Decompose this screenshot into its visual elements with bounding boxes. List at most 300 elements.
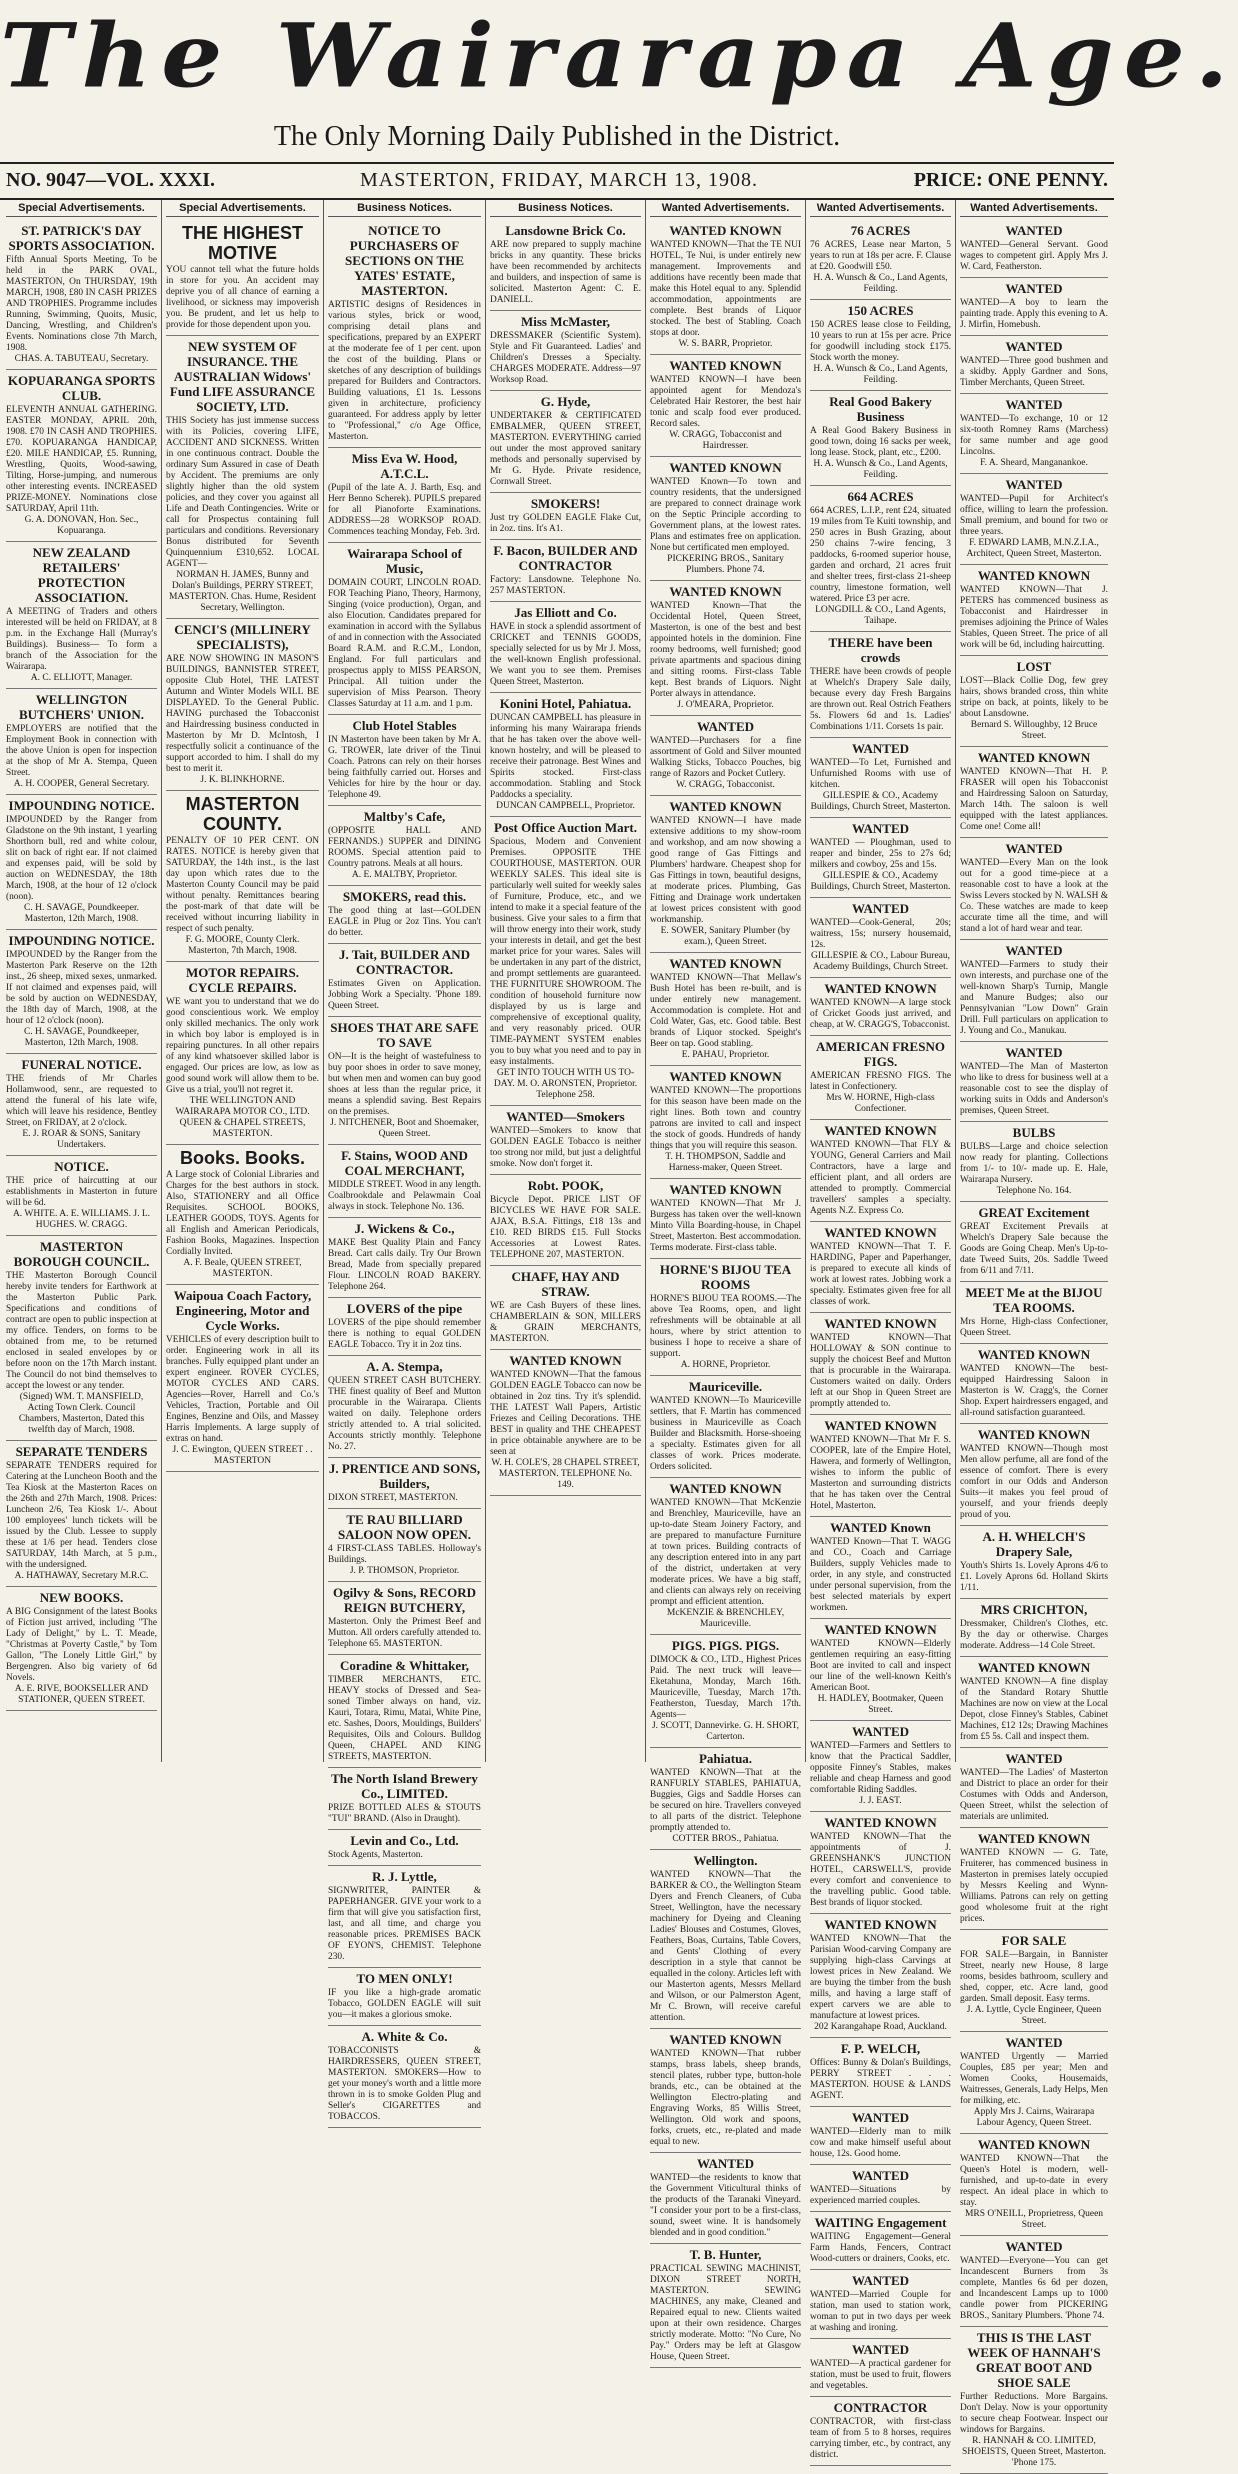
- advertisement: [650, 953, 801, 1066]
- ad-title: WANTED KNOWN: [824, 1316, 937, 1331]
- ad-signature: PICKERING BROS., Sanitary Plumbers. Phone 74.: [667, 554, 784, 575]
- advertisement: [490, 391, 641, 493]
- ad-title: MASTERTON BOROUGH COUNCIL.: [13, 1239, 150, 1269]
- ad-body: LOST—Black Collie Dog, few grey hairs, shows branded cross, thin white stripe on back, at points, likely to be about Lansdowne.: [960, 676, 1108, 719]
- advertisement: [166, 1145, 319, 1285]
- advertisement: [650, 220, 801, 355]
- ad-title: LOVERS of the pipe: [346, 1301, 463, 1316]
- advertisement: [490, 220, 641, 311]
- ad-body: PRIZE BOTTLED ALES & STOUTS "TUI" BRAND. (Also in Draught).: [328, 1803, 481, 1824]
- advertisement: [328, 1298, 481, 1356]
- ad-title: WANTED KNOWN: [669, 358, 782, 373]
- ad-title: WANTED KNOWN: [977, 2137, 1091, 2152]
- ad-title: WANTED KNOWN: [669, 1481, 782, 1496]
- advertisement: [650, 2153, 801, 2244]
- ad-signature: Mrs W. HORNE, High-class Confectioner.: [826, 1093, 935, 1114]
- ad-body: SIGNWRITER, PAINTER & PAPERHANGER. GIVE your work to a firm that will give you satisfaction first, last, and all time, and charge you reasonable prices. PREMISES BACK OF EYON'S, CHEMIST. Telephone 230.: [328, 1886, 481, 1962]
- ad-body: The good thing at last—GOLDEN EAGLE in Plug or 2oz Tins. You can't do better.: [328, 906, 481, 938]
- ad-body: QUEEN STREET CASH BUTCHERY. THE finest quality of Beef and Mutton procurable in the Wairarapa. Clients waited on daily. Telephone orders strictly attended to. A trial solicited. Accounts strictly monthly. Telephone No. 27.: [328, 1376, 481, 1452]
- ad-title: GREAT Excitement: [978, 1205, 1090, 1220]
- advertisement: [328, 2026, 481, 2128]
- advertisement: [810, 1120, 951, 1222]
- ad-body: WANTED KNOWN—That J. PETERS has commenced business as Tobacconist and Hairdresser in premises adjoining the Prince of Wales Stables, Queen Street. The price of all work will be 6d, including haircutting.: [960, 585, 1108, 650]
- ad-title: TO MEN ONLY!: [356, 1971, 453, 1986]
- ad-body: WANTED KNOWN—Elderly gentlemen requiring an easy-fitting Boot are invited to call and inspect our line of the well-known Keith's American Boot.: [810, 1639, 951, 1693]
- ad-signature: A. E. MALTBY, Proprietor.: [351, 870, 458, 880]
- ad-columns: [2, 200, 1112, 2468]
- ad-title: THE HIGHEST MOTIVE: [181, 223, 303, 263]
- ad-title: G. Hyde,: [540, 394, 591, 409]
- ad-title: FOR SALE: [1001, 1933, 1067, 1948]
- ad-title: WANTED KNOWN: [509, 1353, 622, 1368]
- ad-title: WANTED KNOWN: [669, 460, 782, 475]
- ad-title: 150 ACRES: [847, 303, 914, 318]
- ad-signature: W. CRAGG, Tobacconist and Hairdresser.: [669, 430, 782, 451]
- ad-body: DUNCAN CAMPBELL has pleasure in informing his many Wairarapa friends that he has taken over the above well-known hostelry, and will be pleased to receive their patronage. Best Wines and Spirits stocked. First-class accommodation. Stabling and Stock Paddocks a speciality.: [490, 713, 641, 800]
- ad-title: THERE have been crowds: [828, 635, 933, 665]
- ad-title: WANTED: [851, 2110, 910, 2125]
- ad-title: MRS CRICHTON,: [980, 1602, 1088, 1617]
- advertisement: [328, 1866, 481, 1968]
- ad-body: WANTED—the residents to know that the Government Viticultural thinks of the products of the Taranaki Vineyard. "I consider your port to be a first-class, sound, sweet wine. It is handsomely blended and in good condition.": [650, 2173, 801, 2238]
- ad-title: LOST: [1016, 659, 1052, 674]
- advertisement: [6, 542, 157, 689]
- ad-body: GREAT Excitement Prevails at Whelch's Drapery Sale because the Goods are Going Cheap. Men's Up-to-date Tweed Suits, 20s. Saddle Tweed from 6/11 and 7/11.: [960, 1222, 1108, 1276]
- advertisement: [960, 474, 1108, 565]
- ad-body: ON—It is the height of wastefulness to buy poor shoes in order to save money, but when men and women can buy good shoes at less than the regular price, it means a splendid saving. Best Repairs on the premises.: [328, 1052, 481, 1117]
- ad-body: MAKE Best Quality Plain and Fancy Bread. Cart calls daily. Try Our Brown Bread, Made from specially prepared Flour. LINCOLN ROAD BAKERY. Telephone 264.: [328, 1238, 481, 1292]
- ad-title: Maltby's Cafe,: [363, 809, 446, 824]
- ad-title: WANTED: [1005, 477, 1063, 492]
- ad-title: WANTED: [851, 741, 910, 756]
- ad-body: Bicycle Depot. PRICE LIST OF BICYCLES WE HAVE FOR SALE. AJAX, B.S.A. Fittings, £18 13s and £10. RED BIRDS £15. Full Stocks Accessories at Lowest Rates. TELEPHONE 207, MASTERTON.: [490, 1195, 641, 1260]
- ad-body: 664 ACRES, L.I.P., rent £24, situated 19 miles from Te Kuiti township, and 250 acres in Bush Grazing, about 250 chains 7-wire fencing, 3 paddocks, 6-roomed superior house, garden and orchard, 21 acres fruit and shelter trees, first-class 21-sheep country, limestone formation, well watered. Price £3 per acre.: [810, 506, 951, 604]
- ad-title: Pahiatua.: [698, 1751, 753, 1766]
- ad-body: BULBS—Large and choice selection now ready for planting. Collections from 1/- to 10/- made up. E. Hale, Wairarapa Nursery.: [960, 1142, 1108, 1185]
- advertisement: [166, 1285, 319, 1472]
- ad-body: Just try GOLDEN EAGLE Flake Cut, in 2oz. tins. It's A1.: [490, 513, 641, 534]
- ad-signature: H. HADLEY, Bootmaker, Queen Street.: [817, 1694, 944, 1715]
- advertisement: [960, 1828, 1108, 1930]
- ad-signature: NORMAN H. JAMES, Bunny and Dolan's Buildings, PERRY STREET, MASTERTON. Chas. Hume, Resident Secretary, Wellington.: [168, 570, 317, 613]
- ad-body: EMPLOYERS are notified that the Employment Book in connection with the above Union is open for inspection at the shop of Mr A. Stempa, Queen Street.: [6, 724, 157, 778]
- ad-title: SEPARATE TENDERS: [15, 1444, 148, 1459]
- ad-body: Further Reductions. More Bargains. Don't Delay. Now is your opportunity to secure cheap Footwear. Inspect our windows for Bargains.: [960, 2392, 1108, 2435]
- ad-body: Offices: Bunny & Dolan's Buildings, PERRY STREET . . . MASTERTON. HOUSE & LANDS AGENT.: [810, 2058, 951, 2101]
- advertisement: [6, 1236, 157, 1441]
- ad-title: SHOES THAT ARE SAFE TO SAVE: [330, 1020, 479, 1050]
- ad-title: A. A. Stempa,: [366, 1359, 443, 1374]
- ad-signature: A. HATHAWAY, Secretary M.R.C.: [14, 1571, 149, 1581]
- advertisement: [650, 1748, 801, 1850]
- advertisement: [166, 336, 319, 619]
- ad-title: CONTRACTOR: [833, 2400, 928, 2415]
- ad-title: WANTED: [1005, 2035, 1063, 2050]
- ad-body: (Pupil of the late A. J. Barth, Esq. and Herr Benno Scherek). PUPILS prepared for all Pianoforte Examinations. ADDRESS—28 WORKSOP ROAD. Commences teaching Monday, Feb. 3rd.: [328, 483, 481, 537]
- ad-title: HORNE'S BIJOU TEA ROOMS: [659, 1262, 792, 1292]
- ad-signature: GILLESPIE & CO., Academy Buildings, Church Street, Masterton.: [810, 871, 951, 892]
- ad-body: Factory: Lansdowne. Telephone No. 257 MASTERTON.: [490, 575, 641, 596]
- advertisement: [810, 2339, 951, 2397]
- ad-body: 150 ACRES lease close to Feilding, 10 years to run at 15s per acre. Price for goodwill including stock £175. Stock worth the money.: [810, 320, 951, 363]
- ad-body: WANTED KNOWN—That HOLLOWAY & SON continue to supply the choicest Beef and Mutton that is procurable in the Wairarapa. Customers waited on daily. Orders left at our Shop in Queen Street are promptly attended to.: [810, 1333, 951, 1409]
- ad-title: WANTED: [1005, 223, 1063, 238]
- column-1: [2, 200, 162, 1762]
- ad-title: WANTED: [1005, 339, 1063, 354]
- ad-signature: W. S. BARR, Proprietor.: [678, 339, 773, 349]
- advertisement: [960, 1042, 1108, 1122]
- ad-signature: R. HANNAH & CO. LIMITED, SHOEISTS, Queen Street, Masterton. 'Phone 175.: [961, 2436, 1107, 2468]
- advertisement: [960, 1748, 1108, 1828]
- ad-title: Real Good Bakery Business: [829, 394, 932, 424]
- advertisement: [810, 1036, 951, 1120]
- ad-title: WANTED KNOWN: [669, 1069, 782, 1084]
- ad-signature: E. PAHAU, Proprietor.: [681, 1050, 770, 1060]
- advertisement: [960, 2134, 1108, 2236]
- ad-body: WANTED—Purchasers for a fine assortment of Gold and Silver mounted Walking Sticks, Tobacco Pouches, big range of Razors and Pocket Cutlery.: [650, 736, 801, 779]
- ad-title: Mauriceville.: [688, 1379, 763, 1394]
- ad-body: (OPPOSITE HALL AND FERNANDS.) SUPPER and DINING ROOMS. Special attention paid to Country patrons. Meals at all hours.: [328, 826, 481, 869]
- ad-body: DOMAIN COURT, LINCOLN ROAD. FOR Teaching Piano, Theory, Harmony, Singing (voice production), Organ, and also Elocution. Candidates prepared for examination in accord with the Syllabus of and in connection with the Associated Board R.A.M. and R.C.M., London, England. For full particulars and prospectus apply to MISS PEARSON, Principal. All tuition under the supervision of Miss Pearson. Theory Classes Saturday at 11 a.m. and 1 p.m.: [328, 578, 481, 709]
- ad-body: WANTED KNOWN—That the Queen's Hotel is modern, well-furnished, and up-to-date in every respect. An ideal place in which to stay.: [960, 2154, 1108, 2208]
- advertisement: [328, 1145, 481, 1218]
- ad-title: J. Wickens & Co.,: [354, 1221, 455, 1236]
- ad-body: HAVE in stock a splendid assortment of CRICKET and TENNIS GOODS, specially selected for us by Mr J. Moss, the well-known English professional. We want you to see them. Premises Queen Street, Masterton.: [490, 622, 641, 687]
- advertisement: [810, 818, 951, 898]
- ad-title: WANTED—Smokers: [506, 1109, 625, 1124]
- ad-body: THE price of haircutting at our establishments in Masterton in future will be 6d.: [6, 1176, 157, 1208]
- ad-body: WANTED—The Ladies' of Masterton and District to place an order for their Costumes with Odds and Anderson, Queen Street, whilst the selection of materials are unlimited.: [960, 1768, 1108, 1822]
- issue-number: NO. 9047—VOL. XXXI.: [6, 169, 216, 191]
- ad-body: Dressmaker, Children's Clothes, etc. By the day or otherwise. Charges moderate. Address—14 Cole Street.: [960, 1619, 1108, 1651]
- advertisement: [810, 1721, 951, 1812]
- ad-title: Konini Hotel, Pahiatua.: [499, 696, 632, 711]
- ad-signature: GILLESPIE & CO., Labour Bureau, Academy Buildings, Church Street.: [810, 951, 951, 972]
- ad-signature: J. P. THOMSON, Proprietor.: [349, 1566, 460, 1576]
- ad-body: WANTED KNOWN—That the BARKER & CO., the Wellington Steam Dyers and French Cleaners, of Cuba Street, Wellington, have the necessary machinery for Dyeing and Cleaning Ladies' Blouses and Costumes, Gloves, Feathers, Boas, Curtains, Table Covers, and Gents' Clothing of every description in a style that cannot be equalled in the colony. Articles left with our Masterton agents, Messrs Mellard and Wilson, or our Palmerston Agent, Mr C. Brown, will receive careful attention.: [650, 1870, 801, 2023]
- advertisement: [490, 311, 641, 391]
- ad-body: Mrs Horne, High-class Confectioner, Queen Street.: [960, 1317, 1108, 1338]
- ad-body: WANTED KNOWN—That at the RANFURLY STABLES, PAHIATUA, Buggies, Gigs and Saddle Horses can be secured on hire. Travellers conveyed to all parts of the district. Telephone promptly attended to.: [650, 1768, 801, 1833]
- ad-title: NEW SYSTEM OF INSURANCE. THE AUSTRALIAN Widows' Fund LIFE ASSURANCE SOCIETY, LTD.: [169, 339, 316, 414]
- advertisement: [328, 806, 481, 886]
- ad-body: TOBACCONISTS & HAIRDRESSERS, QUEEN STREET, MASTERTON. SMOKERS—How to get your money's worth and a little more thrown in is to smoke Golden Plug and Seller's CIGARETTES and TOBACCOS.: [328, 2046, 481, 2122]
- ad-title: TE RAU BILLIARD SALOON NOW OPEN.: [337, 1512, 472, 1542]
- advertisement: [810, 738, 951, 818]
- ad-body: WANTED—General Servant. Good wages to competent girl. Apply Mrs J. W. Card, Featherston.: [960, 240, 1108, 272]
- ad-title: F. Stains, WOOD AND COAL MERCHANT,: [341, 1148, 468, 1178]
- advertisement: [960, 940, 1108, 1042]
- column-4: [486, 200, 646, 1762]
- ad-title: WANTED KNOWN: [824, 1225, 937, 1240]
- ad-signature: CHAS. A. TABUTEAU, Secretary.: [14, 354, 149, 364]
- advertisement: [490, 602, 641, 693]
- ad-title: WANTED: [1005, 1045, 1063, 1060]
- advertisement: [960, 2236, 1108, 2327]
- ad-body: A Large stock of Colonial Libraries and Charges for the best authors in stock. Also, STATIONERY and all Office Requisites. SCHOOL BOOKS, LEATHER GOODS, TOYS. Agents for all English and American Periodicals, Fashion Books, Magazines. Inspection Cordially Invited.: [166, 1170, 319, 1257]
- advertisement: [810, 2212, 951, 2270]
- ad-signature: LONGDILL & CO., Land Agents, Taihape.: [815, 605, 946, 626]
- ad-body: YOU cannot tell what the future holds in store for you. An accident may deprive you of all chance of earning a livelihood, or sickness may impoverish you. Be prudent, and let us help to provide for those dependent upon you.: [166, 265, 319, 330]
- ad-body: WANTED KNOWN—That Mr J. Burgess has taken over the well-known Minto Villa Boarding-house, in Chapel Street, Masterton. Best accommodation. Terms moderate. First-class table.: [650, 1199, 801, 1253]
- ad-signature: E. J. ROAR & SONS, Sanitary Undertakers.: [22, 1129, 141, 1150]
- advertisement: [490, 493, 641, 540]
- advertisement: [650, 1635, 801, 1748]
- ad-title: WANTED KNOWN: [977, 1660, 1091, 1675]
- advertisement: [810, 1619, 951, 1721]
- ad-signature: E. SOWER, Sanitary Plumber (by exam.), Queen Street.: [660, 926, 791, 947]
- ad-body: WANTED KNOWN — G. Tate, Fruiterer, has commenced business in Masterton in premises lately occupied by Messrs Keeling and Wynn-Williams. Patrons can rely on getting good wholesome fruit at the right prices.: [960, 1848, 1108, 1924]
- ad-signature: C. H. SAVAGE, Poundkeeper. Masterton, 12th March, 1908.: [24, 903, 139, 924]
- ad-body: WANTED — Ploughman, used to reaper and binder, 25s to 27s 6d; milkers and cowboy, 25s and 15s.: [810, 838, 951, 870]
- column-header: Business Notices.: [490, 200, 641, 217]
- ad-title: WANTED KNOWN: [824, 981, 937, 996]
- ad-signature: H. A. Wunsch & Co., Land Agents, Feilding.: [813, 459, 948, 480]
- advertisement: [490, 1266, 641, 1350]
- advertisement: [6, 1441, 157, 1587]
- advertisement: [490, 817, 641, 1106]
- ad-title: WANTED: [851, 901, 910, 916]
- ad-body: THE Masterton Borough Council hereby invite tenders for Earthwork at the Masterton Public Park. Specifications and conditions of contract are open to public inspection at my office. Tenders, on forms to be obtained from me, to be returned enclosed in sealed envelopes by or before noon on the 17th March instant. The Council do not bind themselves to accept the lowest or any tender.: [6, 1271, 157, 1391]
- ad-body: WANTED—Smokers to know that GOLDEN EAGLE Tobacco is neither too strong nor mild, but just a delightful smoke. Now don't forget it.: [490, 1126, 641, 1169]
- advertisement: [328, 1968, 481, 2026]
- ad-body: WANTED—Every Man on the look out for a good time-piece at a reasonable cost to have a look at the Swiss Levers stocked by N. WALSH & Co. These watches are made to keep accurate time all the time, and will stand a lot of hard wear and tear.: [960, 858, 1108, 934]
- ad-body: 4 FIRST-CLASS TABLES. Holloway's Buildings.: [328, 1544, 481, 1565]
- advertisement: [810, 1313, 951, 1415]
- ad-signature: MRS O'NEILL, Proprietress, Queen Street.: [964, 2209, 1104, 2230]
- ad-title: MEET Me at the BIJOU TEA ROOMS.: [965, 1285, 1103, 1315]
- ad-body: Youth's Shirts 1s. Lovely Aprons 4/6 to £1. Lovely Aprons 6d. Holland Skirts 1/11.: [960, 1561, 1108, 1593]
- ad-signature: W. H. COLE'S, 28 CHAPEL STREET, MASTERTON. TELEPHONE No. 149.: [491, 1458, 640, 1490]
- ad-body: WANTED KNOWN—That the Parisian Wood-carving Company are supplying high-class Carvings at lowest prices in New Zealand. We are buying the timber from the bush mills, and having a large staff of expert carvers we are able to manufacture at lowest prices.: [810, 1934, 951, 2021]
- ad-title: WANTED: [1005, 1751, 1063, 1766]
- ad-signature: F. G. MOORE, County Clerk. Masterton, 7th March, 1908.: [185, 935, 300, 956]
- ad-title: Wellington.: [693, 1853, 758, 1868]
- ad-title: Miss Eva W. Hood, A.T.C.L.: [351, 451, 458, 481]
- ad-title: AMERICAN FRESNO FIGS.: [816, 1039, 945, 1069]
- column-header: Wanted Advertisements.: [960, 200, 1108, 217]
- advertisement: [6, 1587, 157, 1711]
- advertisement: [650, 1850, 801, 2029]
- ad-title: WANTED KNOWN: [977, 750, 1091, 765]
- ad-title: SMOKERS!: [530, 496, 601, 511]
- ad-title: IMPOUNDING NOTICE.: [8, 933, 155, 948]
- ad-title: THIS IS THE LAST WEEK OF HANNAH'S GREAT BOOT AND SHOE SALE: [967, 2330, 1101, 2390]
- column-5: [646, 200, 806, 2362]
- ad-body: PRACTICAL SEWING MACHINIST, DIXON STREET NORTH, MASTERTON. SEWING MACHINES, any make, Cleaned and Repaired equal to new. Clients waited upon at their own residence. Charges strictly moderate. Motto: "No Cure, No Pay." Orders may be left at Glasgow House, Queen Street.: [650, 2264, 801, 2362]
- ad-title: 664 ACRES: [847, 489, 914, 504]
- ad-title: Ogilvy & Sons, RECORD REIGN BUTCHERY,: [332, 1585, 477, 1615]
- ad-body: Fifth Annual Sports Meeting, To be held in the PARK OVAL, MASTERTON, On THURSDAY, 19th MARCH, 1908, £80 IN CASH PRIZES AND TROPHIES. Programme includes Running, Swimming, Quoits, Music, Dancing, Wrestling, and Children's Events. Nominations close 7th March, 1908.: [6, 255, 157, 353]
- ad-signature: A. E. RIVE, BOOKSELLER AND STATIONER, QUEEN STREET.: [14, 1684, 149, 1705]
- ad-title: WANTED: [1005, 2239, 1063, 2254]
- ad-body: A Real Good Bakery Business in good town, doing 16 sacks per week, long lease. Stock, plant, etc., £200.: [810, 426, 951, 458]
- ad-body: WANTED KNOWN—That the TE NUI HOTEL, Te Nui, is under entirely new management. Improvements and additions have recently been made that make this Hotel equal to any. Splendid accommodation, appointments are complete. Best brands of Liquor stocked. The best of Stabling. Coach stops at door.: [650, 240, 801, 338]
- ad-body: WANTED KNOWN—That rubber stamps, brass labels, sheep brands, stencil plates, rubber type, button-hole brands, etc., can be obtained at the Wellington Electro-plating and Engraving Works, 85 Willis Street, Wellington. Old work and spoons, forks, cruets, etc., re-plated and made equal to new.: [650, 2049, 801, 2147]
- ad-body: WANTED—Farmers and Settlers to know that the Practical Saddler, opposite Finney's Stables, makes reliable and cheap Harness and good comfortable Riding Saddles.: [810, 1741, 951, 1795]
- advertisement: [6, 1156, 157, 1236]
- ad-signature: A. C. ELLIOTT, Manager.: [30, 673, 133, 683]
- column-header: Wanted Advertisements.: [650, 200, 801, 217]
- advertisement: [650, 796, 801, 953]
- ad-title: Club Hotel Stables: [352, 718, 457, 733]
- ad-title: Jas Elliott and Co.: [514, 605, 617, 620]
- advertisement: [810, 1914, 951, 2038]
- advertisement: [6, 220, 157, 370]
- ad-title: WANTED KNOWN: [824, 1622, 937, 1637]
- ad-body: WANTED—Everyone—You can get Incandescent Burners from 3s complete, Mantles 6s 6d per dozen, and Incandescent Lamps up to 1000 candle power from PICKERING BROS., Sanitary Plumbers. 'Phone 74.: [960, 2256, 1108, 2321]
- ad-body: UNDERTAKER & CERTIFICATED EMBALMER, QUEEN STREET, MASTERTON. EVERYTHING carried out under the most approved sanitary methods and personally supervised by Mr G. Hyde. Private residence, Cornwall Street.: [490, 411, 641, 487]
- ad-body: WANTED KNOWN—The proportions for this season have been made on the right lines. Both town and country patrons are invited to call and inspect the stock of goods. Hundreds of handy things that you will require this season.: [650, 1086, 801, 1151]
- ad-body: WANTED—The Man of Masterton who like to dress for business well at a reasonable cost to see the display of working suits in Odds and Anderson's premises, Queen Street.: [960, 1062, 1108, 1116]
- advertisement: [960, 336, 1108, 394]
- ad-body: 76 ACRES, Lease near Marton, 5 years to run at 18s per acre. F. Clause at £20. Goodwill £50.: [810, 240, 951, 272]
- advertisement: [810, 2397, 951, 2466]
- ad-signature: Telephone No. 164.: [996, 1186, 1072, 1196]
- ad-body: ARE now prepared to supply machine bricks in any quantity. These bricks have been recommended by architects and builders, and inspection of same is solicited. Masterton Agent: C. E. DANIELL.: [490, 240, 641, 305]
- advertisement: [6, 689, 157, 795]
- ad-body: THE friends of Mr Charles Hollamwood, senr., are requested to attend the funeral of his late wife, which will leave his residence, Bentley Street, on FRIDAY, at 2 o'clock.: [6, 1074, 157, 1128]
- ad-body: WANTED KNOWN—The best-equipped Hairdressing Saloon in Masterton is W. Cragg's, the Corner Shop. Expert hairdressers engaged, and all-round satisfaction guaranteed.: [960, 1364, 1108, 1418]
- ad-body: Masterton. Only the Primest Beef and Mutton. All orders carefully attended to. Telephone 65. MASTERTON.: [328, 1617, 481, 1649]
- advertisement: [960, 838, 1108, 940]
- ad-title: NEW ZEALAND RETAILERS' PROTECTION ASSOCIATION.: [32, 545, 131, 605]
- ad-body: TIMBER MERCHANTS, ETC. HEAVY stocks of Dressed and Sea-soned Timber always on hand, viz. Kauri, Totara, Rimu, Matai, White Pine, etc. Sashes, Doors, Mouldings, Builders' Requisites, Oils and Colours. Bulldog Queen, CHAPEL AND KING STREETS, MASTERTON.: [328, 1675, 481, 1762]
- ad-body: WANTED Urgently — Married Couples, £85 per year; Men and Women Cooks, Housemaids, Waitresses, Generals, Lady Helps, Men for milking, etc.: [960, 2052, 1108, 2106]
- advertisement: [650, 1066, 801, 1179]
- ad-title: WANTED: [851, 1724, 910, 1739]
- advertisement: [960, 1424, 1108, 1526]
- advertisement: [6, 1054, 157, 1156]
- advertisement: [810, 1222, 951, 1313]
- advertisement: [6, 370, 157, 542]
- ad-title: Lansdowne Brick Co.: [505, 223, 626, 238]
- ad-body: WANTED—Married Couple for station, man used to station work, woman to put in two days per week at washing and ironing.: [810, 2290, 951, 2333]
- advertisement: [810, 391, 951, 486]
- ad-title: WANTED KNOWN: [669, 2032, 782, 2047]
- ad-title: FUNERAL NOTICE.: [21, 1057, 142, 1072]
- ad-body: WANTED KNOWN—That H. P. FRASER will open his Tobacconist and Hairdressing Saloon on Saturday, March 14th. The saloon is well equipped with the latest appliances. Come one! Come all!: [960, 767, 1108, 832]
- advertisement: [960, 1202, 1108, 1282]
- ad-body: WANTED KNOWN—To Mauriceville settlers, that F. Martin has commenced business in Mauriceville as Coach Builder and Blacksmith. Horse-shoeing a specialty. Estimates given for all classes of work. Prices moderate. Orders solicited.: [650, 1396, 801, 1472]
- ad-title: WANTED: [1005, 397, 1063, 412]
- advertisement: [960, 565, 1108, 656]
- ad-title: WANTED KNOWN: [977, 568, 1091, 583]
- advertisement: [328, 220, 481, 448]
- advertisement: [960, 394, 1108, 474]
- ad-title: WANTED KNOWN: [977, 1427, 1091, 1442]
- ad-body: PENALTY OF 10 PER CENT. ON RATES. NOTICE is hereby given that SATURDAY, the 14th inst., is the last day upon which rates due to the Masterton County Council may be paid without penalty. Remittances bearing the post-mark of that date will be received without incurring liability in respect of such penalty.: [166, 836, 319, 934]
- ad-body: WANTED—A practical gardener for station, must be used to fruit, flowers and vegetables.: [810, 2359, 951, 2391]
- advertisement: [328, 1458, 481, 1509]
- ad-title: Waipoua Coach Factory, Engineering, Motor and Cycle Works.: [173, 1288, 312, 1333]
- advertisement: [960, 747, 1108, 838]
- advertisement: [490, 1350, 641, 1496]
- advertisement: [810, 2165, 951, 2212]
- ad-title: WANTED Known: [830, 1520, 931, 1535]
- ad-title: IMPOUNDING NOTICE.: [8, 798, 155, 813]
- ad-body: ARE NOW SHOWING IN MASON'S BUILDINGS, BANNISTER STREET, opposite Club Hotel, THE LATEST Autumn and Winter Models WILL BE DISPLAYED. To the General Public. HAVING purchased the Tobacconist and Hairdressing business conducted in Masterton by Mr D. McIntosh, I respectfully solicit a continuance of the support accorded to him. I shall do my best to merit it.: [166, 654, 319, 774]
- ad-title: F. Bacon, BUILDER AND CONTRACTOR: [493, 543, 638, 573]
- ad-title: R. J. Lyttle,: [372, 1869, 437, 1884]
- ad-title: WANTED KNOWN: [824, 1917, 937, 1932]
- ad-body: WANTED—To exchange, 10 or 12 six-tooth Romney Rams (Marchess) for same number and age good Lincolns.: [960, 414, 1108, 457]
- ad-body: WANTED KNOWN—I have made extensive additions to my show-room and workshop, and am now showing a good range of Gas Fittings and Plumbers' hardware. Cheapest shop for Gas Fittings in town, beautiful designs, at moderate prices. Plumbing, Gas Fitting and Drainage work undertaken at lowest prices consistent with good workmanship.: [650, 816, 801, 925]
- ad-body: WANTED—Cook-General, 20s; waitress, 15s; nursery housemaid, 12s.: [810, 918, 951, 950]
- ad-title: CHAFF, HAY AND STRAW.: [511, 1269, 620, 1299]
- ad-signature: GILLESPIE & CO., Academy Buildings, Church Street, Masterton.: [810, 791, 951, 812]
- ad-body: WANTED—Pupil for Architect's office, willing to learn the profession. Small premium, and bound for two or three years.: [960, 494, 1108, 537]
- ad-signature: J. O'MEARA, Proprietor.: [677, 700, 774, 710]
- ad-body: WANTED KNOWN—A large stock of Cricket Goods just arrived, and cheap, at W. CRAGG'S, Tobacconist.: [810, 998, 951, 1030]
- ad-signature: W. CRAGG, Tobacconist.: [676, 780, 775, 790]
- ad-body: LOVERS of the pipe should remember there is nothing to equal GOLDEN EAGLE Tobacco. Try it in 2oz tins.: [328, 1318, 481, 1350]
- advertisement: [166, 791, 319, 962]
- ad-body: FOR SALE—Bargain, in Bannister Street, nearly new House, 8 large rooms, besides bathroom, scullery and shed, copper, etc. Acre land, good garden. Small deposit. Easy terms.: [960, 1950, 1108, 2004]
- ad-title: WANTED: [851, 2273, 910, 2288]
- ad-signature: F. EDWARD LAMB, M.N.Z.I.A., Architect, Queen Street, Masterton.: [966, 538, 1102, 559]
- advertisement: [650, 457, 801, 581]
- ad-title: ST. PATRICK'S DAY SPORTS ASSOCIATION.: [8, 223, 155, 253]
- ad-body: WE are Cash Buyers of these lines. CHAMBERLAIN & SON, MILLERS & GRAIN MERCHANTS, MASTERTON.: [490, 1301, 641, 1344]
- advertisement: [650, 1376, 801, 1478]
- column-7: [956, 200, 1112, 2468]
- advertisement: [650, 2029, 801, 2153]
- advertisement: [960, 220, 1108, 278]
- ad-title: J. PRENTICE AND SONS, Builders,: [328, 1461, 481, 1491]
- advertisement: [810, 2107, 951, 2165]
- ad-body: WANTED—Three good bushmen and a skidby. Apply Gardner and Sons, Timber Merchants, Queen Street.: [960, 356, 1108, 388]
- ad-body: WANTED—A boy to learn the painting trade. Apply this evening to A. J. Mirfin, Homebush.: [960, 298, 1108, 330]
- advertisement: [650, 581, 801, 716]
- advertisement: [6, 930, 157, 1054]
- advertisement: [490, 1175, 641, 1266]
- advertisement: [810, 632, 951, 738]
- dateline: [0, 162, 1114, 200]
- ad-title: NOTICE TO PURCHASERS OF SECTIONS ON THE YATES' ESTATE, MASTERTON.: [345, 223, 464, 298]
- ad-signature: (Signed) WM. T. MANSFIELD, Acting Town Clerk. Council Chambers, Masterton, Dated this twelfth day of March, 1908.: [18, 1392, 145, 1435]
- advertisement: [810, 978, 951, 1036]
- ad-body: WANTED KNOWN—That Mr F. S. COOPER, late of the Empire Hotel, Hawera, and formerly of Wellington, wishes to inform the public of Masterton and surrounding districts that he has taken over the Central Hotel, Masterton.: [810, 1435, 951, 1511]
- column-header: Special Advertisements.: [6, 200, 157, 217]
- advertisement: [328, 886, 481, 944]
- column-header: Special Advertisements.: [166, 200, 319, 217]
- ad-title: NOTICE.: [54, 1159, 109, 1174]
- ad-body: WANTED KNOWN—That Mellaw's Bush Hotel has been re-built, and is under entirely new management. Accommodation is complete. Hot and Cold Water, Gas, etc. Good table. Best brands of Liquor stocked. Speight's Beer on tap. Good stabling.: [650, 973, 801, 1049]
- ad-body: Stock Agents, Masterton.: [328, 1850, 423, 1860]
- ad-title: WANTED KNOWN: [824, 1123, 937, 1138]
- ad-signature: 202 Karangahape Road, Auckland.: [814, 2022, 947, 2032]
- advertisement: [810, 1415, 951, 1517]
- ad-signature: A. H. COOPER, General Secretary.: [13, 779, 150, 789]
- advertisement: [810, 2270, 951, 2339]
- column-6: [806, 200, 956, 2460]
- advertisement: [960, 2327, 1108, 2474]
- advertisement: [490, 540, 641, 602]
- ad-title: WANTED: [1005, 943, 1063, 958]
- ad-title: WANTED KNOWN: [669, 799, 782, 814]
- ad-signature: J. C. Ewington, QUEEN STREET . . MASTERTON: [172, 1445, 313, 1466]
- advertisement: [960, 1282, 1108, 1344]
- advertisement: [328, 1768, 481, 1830]
- ad-signature: GET INTO TOUCH WITH US TO-DAY. M. O. ARONSTEN, Proprietor. Telephone 258.: [493, 1068, 638, 1100]
- advertisement: [650, 1179, 801, 1259]
- ad-body: A BIG Consignment of the latest Books of Fiction just arrived, including "The Lady of Delight," by L. T. Meade, "Christmas at Poverty Castle," by Tom Gallon, "The Lonely Little Girl," by Bergengren. Also big variety of 6d Novels.: [6, 1607, 157, 1683]
- ad-title: T. B. Hunter,: [689, 2247, 762, 2262]
- ad-title: WANTED: [1005, 841, 1063, 856]
- advertisement: [960, 1930, 1108, 2032]
- ad-title: Levin and Co., Ltd.: [350, 1833, 459, 1848]
